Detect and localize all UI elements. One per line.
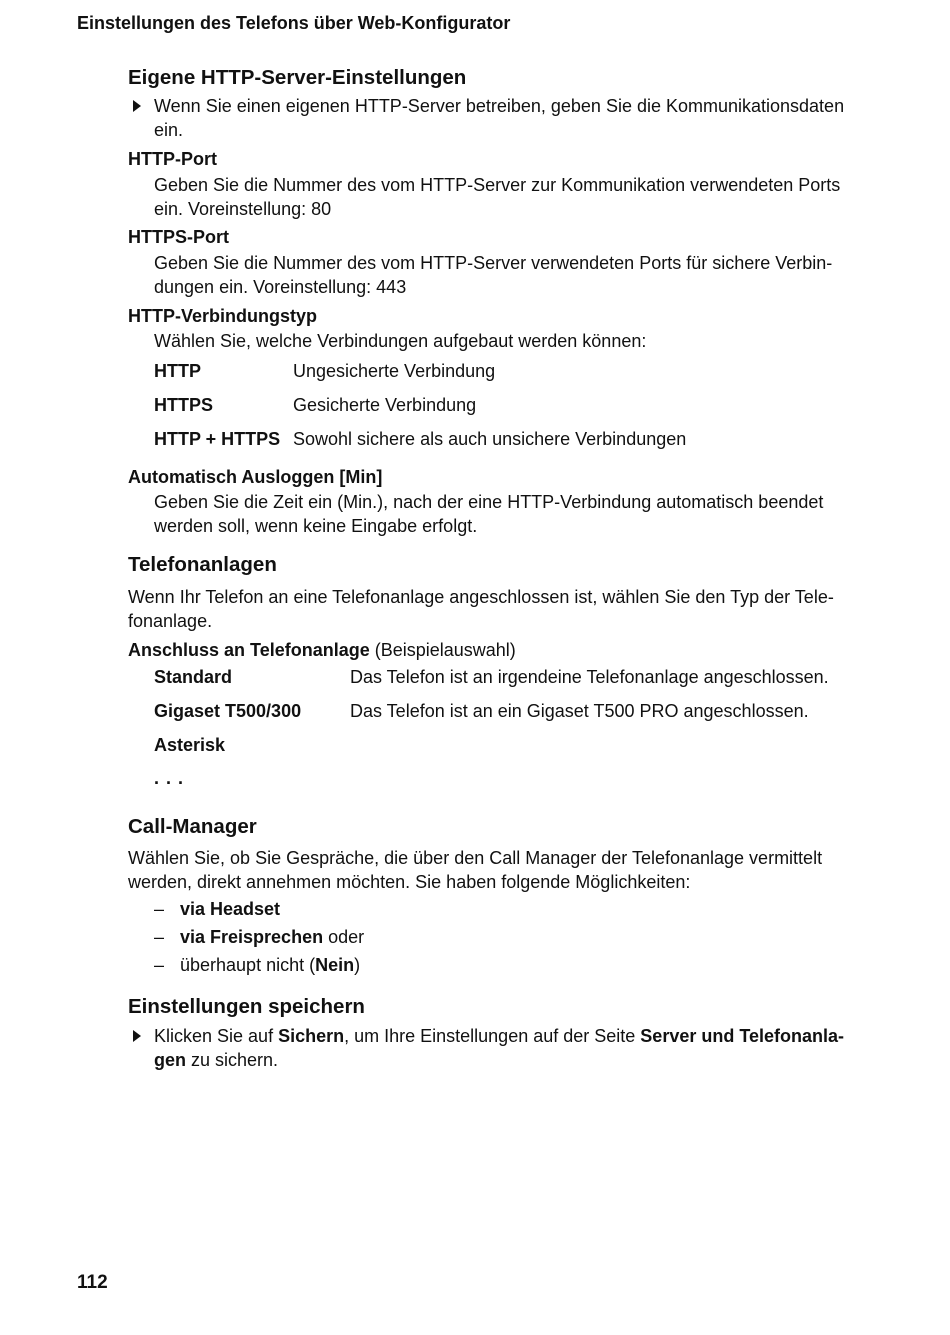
section-title-save: Einstellungen speichern bbox=[128, 995, 365, 1018]
term-http-port: HTTP-Port bbox=[128, 149, 217, 169]
http-port-desc-line1: Geben Sie die Nummer des vom HTTP-Server zur Kommunikation verwendeten Ports bbox=[154, 175, 841, 195]
call-manager-line1: Wählen Sie, ob Sie Gespräche, die über den Call Manager der Telefonanlage vermittelt bbox=[128, 848, 823, 868]
http-port-desc-line2: ein. Voreinstellung: 80 bbox=[154, 199, 332, 219]
save-instruction-line2 bbox=[154, 1048, 278, 1072]
section-title-pbx: Telefonanlagen bbox=[128, 553, 277, 576]
save-instruction-line1 bbox=[154, 1024, 844, 1048]
page-name-label: gen bbox=[154, 1050, 187, 1070]
https-port-desc-line2: dungen ein. Voreinstellung: 443 bbox=[154, 277, 407, 297]
option-name: HTTPS bbox=[154, 395, 214, 415]
list-item bbox=[180, 955, 360, 976]
pbx-option-name: Gigaset T500/300 bbox=[154, 701, 302, 721]
list-item: via Headset bbox=[180, 899, 281, 919]
list-item-tail: ) bbox=[354, 955, 361, 975]
pbx-option-name: Asterisk bbox=[154, 735, 226, 755]
auto-logout-desc-line1: Geben Sie die Zeit ein (Min.), nach der eine HTTP-Verbindung automatisch beendet bbox=[154, 492, 824, 512]
running-head: Einstellungen des Telefons über Web-Konfigurator bbox=[77, 13, 511, 33]
list-item bbox=[180, 927, 364, 948]
pbx-option-name: Standard bbox=[154, 667, 233, 687]
sichern-label: Sichern bbox=[278, 1026, 345, 1046]
term-https-port: HTTPS-Port bbox=[128, 227, 229, 247]
term-auto-logout: Automatisch Ausloggen [Min] bbox=[128, 467, 383, 487]
option-desc: Ungesicherte Verbindung bbox=[293, 361, 496, 381]
dash-bullet: – bbox=[154, 899, 165, 919]
section-title-http-server: Eigene HTTP-Server-Einstellungen bbox=[128, 66, 467, 89]
save-text: Klicken Sie auf bbox=[154, 1026, 279, 1046]
pbx-option-desc: Das Telefon ist an irgendeine Telefonanlage angeschlossen. bbox=[350, 667, 829, 687]
save-text: , um Ihre Einstellungen auf der Seite bbox=[344, 1026, 641, 1046]
ellipsis: . . . bbox=[154, 768, 185, 788]
option-name: HTTP bbox=[154, 361, 201, 381]
dash-bullet: – bbox=[154, 927, 165, 947]
http-instruction-line2: ein. bbox=[154, 120, 184, 140]
pbx-intro-line2: fonanlage. bbox=[128, 611, 213, 631]
list-item-head: überhaupt nicht ( bbox=[180, 955, 316, 975]
list-item-tail: oder bbox=[323, 927, 365, 947]
page-number: 112 bbox=[77, 1272, 108, 1293]
pbx-option-desc: Das Telefon ist an ein Gigaset T500 PRO angeschlossen. bbox=[350, 701, 809, 721]
save-text: zu sichern. bbox=[186, 1050, 279, 1070]
connection-type-desc: Wählen Sie, welche Verbindungen aufgebaut werden können: bbox=[154, 331, 647, 351]
pbx-intro-line1: Wenn Ihr Telefon an eine Telefonanlage angeschlossen ist, wählen Sie den Typ der Tele- bbox=[128, 587, 834, 607]
option-desc: Gesicherte Verbindung bbox=[293, 395, 477, 415]
term-pbx-connection-note: (Beispielauswahl) bbox=[369, 640, 516, 660]
list-item-bold: via Freisprechen bbox=[180, 927, 324, 947]
call-manager-line2: werden, direkt annehmen möchten. Sie haben folgende Möglichkeiten: bbox=[128, 872, 691, 892]
arrow-bullet-icon bbox=[133, 100, 141, 112]
term-pbx-connection-bold: Anschluss an Telefonanlage bbox=[128, 640, 370, 660]
auto-logout-desc-line2: werden soll, wenn keine Eingabe erfolgt. bbox=[154, 516, 478, 536]
https-port-desc-line1: Geben Sie die Nummer des vom HTTP-Server verwendeten Ports für sichere Verbin- bbox=[154, 253, 833, 273]
arrow-bullet-icon bbox=[133, 1030, 141, 1042]
term-pbx-connection bbox=[128, 640, 516, 661]
http-instruction-line1: Wenn Sie einen eigenen HTTP-Server betreiben, geben Sie die Kommunikationsdaten bbox=[154, 96, 845, 116]
page-name-label: Server und Telefonanla- bbox=[640, 1026, 845, 1046]
option-desc: Sowohl sichere als auch unsichere Verbindungen bbox=[293, 429, 687, 449]
option-name: HTTP + HTTPS bbox=[154, 429, 281, 449]
list-item-bold: Nein bbox=[315, 955, 355, 975]
section-title-call-manager: Call-Manager bbox=[128, 815, 257, 838]
term-connection-type: HTTP-Verbindungstyp bbox=[128, 306, 317, 326]
dash-bullet: – bbox=[154, 955, 165, 975]
